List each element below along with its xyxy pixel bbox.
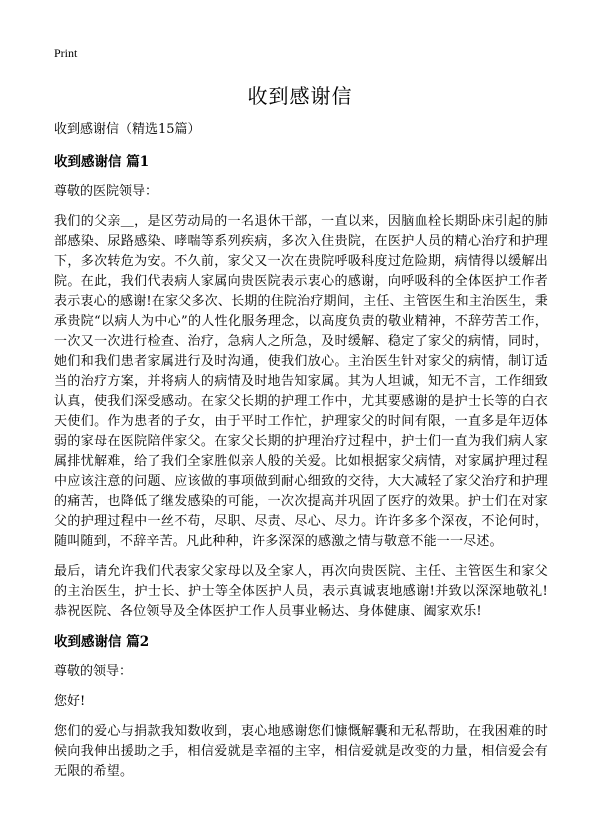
section-2-greeting: 尊敬的领导：: [54, 664, 133, 679]
section-heading-1: 收到感谢信 篇1: [54, 154, 150, 170]
print-link[interactable]: Print: [54, 46, 78, 60]
page-title: 收到感谢信: [247, 84, 353, 108]
section-2-paragraph-1: 您们的爱心与捐款我知数收到，衷心地感谢您们慷慨解囊和无私帮助，在我困难的时候向我伸出援助之手，相信爱就是幸福的主宰，相信爱就是改变的力量，相信爱会有无限的希望。: [54, 724, 548, 779]
section-1-greeting: 尊敬的医院领导：: [54, 184, 159, 199]
section-2-hello: 您好!: [54, 694, 86, 709]
document-subtitle: 收到感谢信（精选15篇）: [54, 122, 201, 137]
section-1-paragraph-2: 最后，请允许我们代表家父家母以及全家人，再次向贵医院、主任、主管医生和家父的主治医生，护士长、护士等全体医护人员，表示真诚衷地感谢!并致以深深地敬礼!恭祝医院、各位领导及全体医护工作人员事业畅达、身体健康、阖家欢乐!: [54, 564, 548, 619]
section-1-paragraph-1: 我们的父亲＿，是区劳动局的一名退休干部，一直以来，因脑血栓长期卧床引起的肺部感染、尿路感染、哮喘等系列疾病，多次入住贵院，在医护人员的精心治疗和护理下，多次转危为安。不久前，家父又一次在贵院呼吸科度过危险期，病情得以缓解出院。在此，我们代表病人家属向贵医院表示衷心的感谢，向呼吸科的全体医护工作者表示衷心的感谢!在家父多次、长期的住院治疗期间，主任、主管医生和主治医生，秉承贵院“以病人为中心”的人性化服务理念，以高度负责的敬业精神，不辞劳苦工作，一次又一次进行检查、治疗，急病人之所急，及时缓解、稳定了家父的病情，同时，她们和我们患者家属进行及时沟通，使我们放心。主治医生针对家父的病情，制订适当的治疗方案，并将病人的病情及时地告知家属。其为人坦诚，知无不言，工作细致认真，使我们深受感动。在家父长期的护理工作中，尤其要感谢的是护士长等的白衣天使们。作为患者的子女，由于平时工作忙，护理家父的时间有限，一直多是年迈体弱的家母在医院陪伴家父。在家父长期的护理治疗过程中，护士们一直为我们病人家属排忧解难，给了我们全家胜似亲人般的关爱。比如根据家父病情，对家属护理过程中应该注意的问题、应该做的事项做到耐心细致的交待，大大减轻了家父治疗和护理的痛苦，也降低了继发感染的可能，一次次提高并巩固了医疗的效果。护士们在对家父的护理过程中一丝不苟，尽职、尽责、尽心、尽力。许许多多个深夜，不论何时，随叫随到，不辞辛苦。凡此种种，许多深深的感激之情与敬意不能一一尽述。: [54, 214, 548, 549]
document-body: [54, 120, 548, 792]
section-heading-2: 收到感谢信 篇2: [54, 634, 150, 650]
